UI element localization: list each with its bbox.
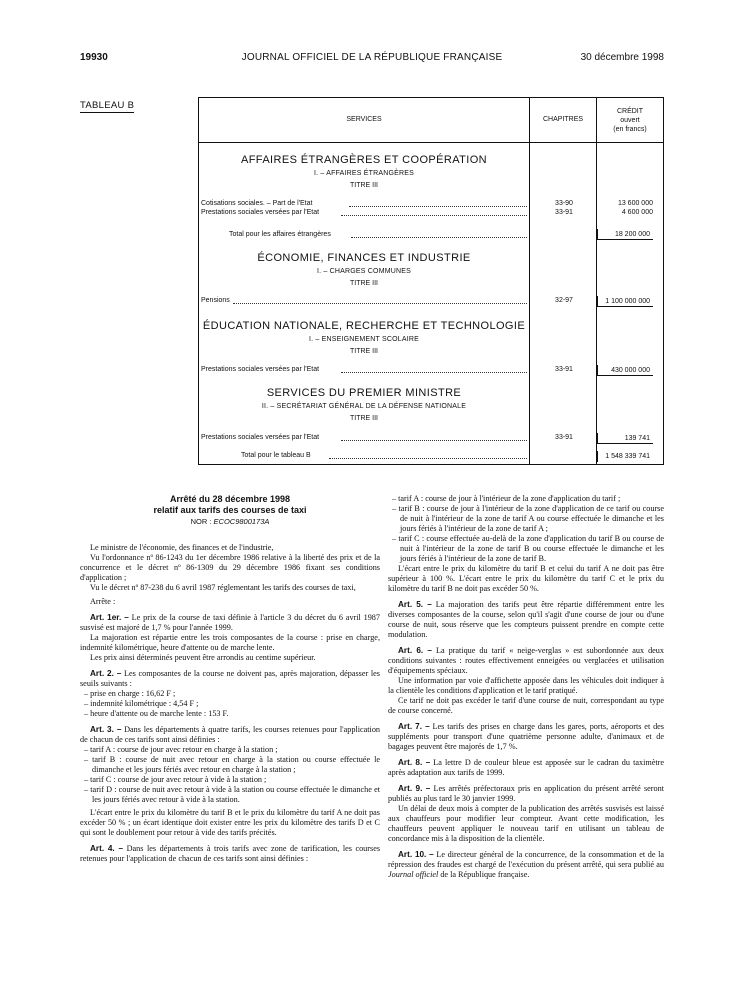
article-1-paragraph: La majoration est répartie entre les trois composantes de la course : prise en charge, indemnité kilométrique, heure d'attente ou de marche lente.	[80, 633, 380, 652]
table-total-row: Total pour le tableau B	[201, 452, 661, 462]
section-title: AFFAIRES ÉTRANGÈRES ET COOPÉRATION	[240, 154, 488, 166]
section-titre: TITRE III	[350, 415, 378, 422]
table-row: Prestations sociales versées par l'Etat 33-91 4 600 000	[201, 209, 653, 216]
article-7: Art. 7. – Les tarifs des prises en charge dans les gares, ports, aéroports et des suppléments pour transport d'une quatrième personne adulte, d'animaux et de bagages peuvent être majorés de 1,7 %.	[388, 722, 664, 751]
list-item: – indemnité kilométrique : 4,54 F ;	[84, 699, 199, 708]
credits-table	[198, 97, 664, 465]
section-title: ÉCONOMIE, FINANCES ET INDUSTRIE	[257, 252, 471, 264]
section-subtitle: II. – SECRÉTARIAT GÉNÉRAL DE LA DÉFENSE NATIONALE	[261, 403, 467, 410]
amount-box: 430 000 000	[597, 365, 653, 376]
article-6-paragraph: Une information par voie d'affichette apposée dans les véhicules doit indiquer à la clientèle les conditions d'application et le tarif pratiqué.	[388, 676, 664, 695]
section-affaires-etrangeres	[199, 154, 529, 189]
list-item: – tarif C : course de jour avec retour à vide à la station ;	[84, 775, 267, 784]
list-item: – tarif A : course de jour à l'intérieur de la zone d'application du tarif ;	[392, 494, 621, 503]
section-education	[199, 320, 529, 355]
journal-title: JOURNAL OFFICIEL DE LA RÉPUBLIQUE FRANÇAISE	[241, 52, 503, 63]
article-6: Art. 6. – La pratique du tarif « neige-verglas » est subordonnée aux deux conditions suivantes : routes effectivement enneigées ou verglacées et utilisation d'équipements spéciaux.	[388, 646, 664, 675]
section-titre: TITRE III	[350, 182, 378, 189]
list-item: – tarif B : course de jour à l'intérieur de la zone d'application de ce tarif ou course de nuit à l'intérieur de la zone de tarif A ou course effectuée le dimanche et les jours fériés à l'intérieur de la zone de tarif A ;	[392, 504, 664, 533]
section-premier-ministre	[199, 387, 529, 422]
section-titre: TITRE III	[350, 280, 378, 287]
page-number: 19930	[80, 52, 108, 63]
section-subtitle: I. – AFFAIRES ÉTRANGÈRES	[313, 170, 415, 177]
arrete-left-column	[80, 494, 380, 864]
table-row: Cotisations sociales. – Part de l'Etat 33-90 13 600 000	[201, 200, 653, 207]
amount-box: 139 741	[597, 433, 653, 444]
article-5: Art. 5. – La majoration des tarifs peut être répartie différemment entre les diverses composantes de la course, selon qu'il s'agit d'une course de jour ou d'une course de nuit, sous réserve que les compteurs puissent prendre en compte cette modulation.	[388, 600, 664, 639]
grand-total-box: 1 548 339 741	[597, 451, 653, 462]
section-economie	[199, 252, 529, 287]
page-header	[80, 52, 664, 66]
list-item: – prise en charge : 16,62 F ;	[84, 689, 176, 698]
section-title: ÉDUCATION NATIONALE, RECHERCHE ET TECHNOLOGIE	[202, 320, 526, 332]
table-row: Pensions 32-97	[201, 297, 573, 304]
arrete-right-column	[388, 494, 664, 880]
preamble-vu-ordonnance: Vu l'ordonnance nº 86-1243 du 1er décembre 1986 relative à la liberté des prix et de la concurrence et le décret nº 86-1309 du 29 décembre 1986 fixant ses conditions d'application ;	[80, 553, 380, 582]
list-item: – tarif C : course effectuée au-delà de la zone d'application du tarif B ou course de nuit à l'intérieur de la zone de tarif B ou course effectuée le dimanche et les jours fériés à l'intérieur de la zone de tarif B.	[392, 534, 664, 563]
article-9: Art. 9. – Les arrêtés préfectoraux pris en application du présent arrêté seront publiés au plus tard le 30 janvier 1999.	[388, 784, 664, 803]
total-amount-box: 18 200 000	[597, 229, 653, 240]
table-total-row: Total pour les affaires étrangères	[201, 231, 661, 241]
article-3-paragraph: L'écart entre le prix du kilomètre du tarif B et le prix du kilomètre du tarif A ne doit pas excéder 50 % ; un écart identique doit exister entre les prix du kilomètre des tarifs D et C qui sont le doublement pour retour à vide des tarifs précités.	[80, 808, 380, 837]
article-1: Art. 1er. – Le prix de la course de taxi définie à l'article 3 du décret du 6 avril 1987 susvisé est majoré de 1,7 % pour l'année 1999.	[80, 613, 380, 632]
arrete-subtitle: relatif aux tarifs des courses de taxi	[153, 505, 307, 515]
list-item: – tarif B : course de nuit avec retour en charge à la station ou course effectuée le dimanche et les jours fériés avec retour en charge à la station ;	[84, 755, 380, 774]
section-titre: TITRE III	[350, 348, 378, 355]
header-services: SERVICES	[346, 116, 382, 123]
section-subtitle: I. – CHARGES COMMUNES	[316, 268, 412, 275]
amount-box: 1 100 000 000	[597, 296, 653, 307]
article-4: Art. 4. – Dans les départements à trois tarifs avec zone de tarification, les courses retenues pour l'application de chacun de ces tarifs sont ainsi définies :	[80, 844, 381, 863]
table-row: Prestations sociales versées par l'Etat 33-91	[201, 434, 573, 441]
list-item: – tarif A : course de jour avec retour en charge à la station ;	[84, 745, 278, 754]
arrete-word: Arrête :	[90, 597, 116, 606]
header-credit: CRÉDIT ouvert (en francs)	[613, 108, 647, 133]
article-8: Art. 8. – La lettre D de couleur bleue est apposée sur le cadran du taximètre après adaptation aux tarifs de 1999.	[388, 758, 664, 777]
table-label: TABLEAU B	[80, 100, 135, 111]
article-6-paragraph: Ce tarif ne doit pas excéder le tarif d'une course de nuit, correspondant au type de course concerné.	[388, 696, 664, 715]
table-row: Prestations sociales versées par l'Etat 33-91	[201, 366, 573, 373]
list-item: – heure d'attente ou de marche lente : 153 F.	[84, 709, 229, 718]
article-4-paragraph: L'écart entre le prix du kilomètre du tarif B et celui du tarif A ne doit pas être supérieur à 100 %. L'écart entre le prix du kilomètre du tarif C et le prix du kilomètre du tarif B ne doit pas excéder 50 %.	[388, 564, 664, 593]
article-9-paragraph: Un délai de deux mois à compter de la publication des arrêtés susvisés est laissé aux chauffeurs pour modifier leur compteur. Avant cette modification, les chauffeurs peuvent appliquer le nouveau tarif en utilisant un tableau de concordance mis à la disposition de la clientèle.	[388, 804, 664, 843]
arrete-title: Arrêté du 28 décembre 1998	[169, 494, 291, 504]
article-10: Art. 10. – Le directeur général de la concurrence, de la consommation et de la répression des fraudes est chargé de l'exécution du présent arrêté, qui sera publié au Journal officiel de la République française.	[388, 850, 665, 879]
section-title: SERVICES DU PREMIER MINISTRE	[266, 387, 462, 399]
issue-date: 30 décembre 1998	[580, 52, 664, 63]
section-subtitle: I. – ENSEIGNEMENT SCOLAIRE	[308, 336, 420, 343]
preamble-minister: Le ministre de l'économie, des finances et de l'industrie,	[90, 543, 274, 552]
list-item: – tarif D : course de nuit avec retour à vide à la station ou course effectuée le dimanche et les jours fériés avec retour à vide à la station.	[84, 785, 380, 804]
preamble-vu-decret: Vu le décret nº 87-238 du 6 avril 1987 réglementant les tarifs des courses de taxi,	[90, 583, 356, 592]
nor-reference: NOR : ECOC9800173A	[190, 517, 270, 526]
article-3: Art. 3. – Dans les départements à quatre tarifs, les courses retenues pour l'application de chacun de ces tarifs sont ainsi définies :	[80, 725, 381, 744]
article-1-paragraph: Les prix ainsi déterminés peuvent être arrondis au centime supérieur.	[90, 653, 316, 662]
header-chapitres: CHAPITRES	[542, 116, 584, 123]
article-2: Art. 2. – Les composantes de la course ne doivent pas, après majoration, dépasser les seuils suivants :	[80, 669, 380, 688]
